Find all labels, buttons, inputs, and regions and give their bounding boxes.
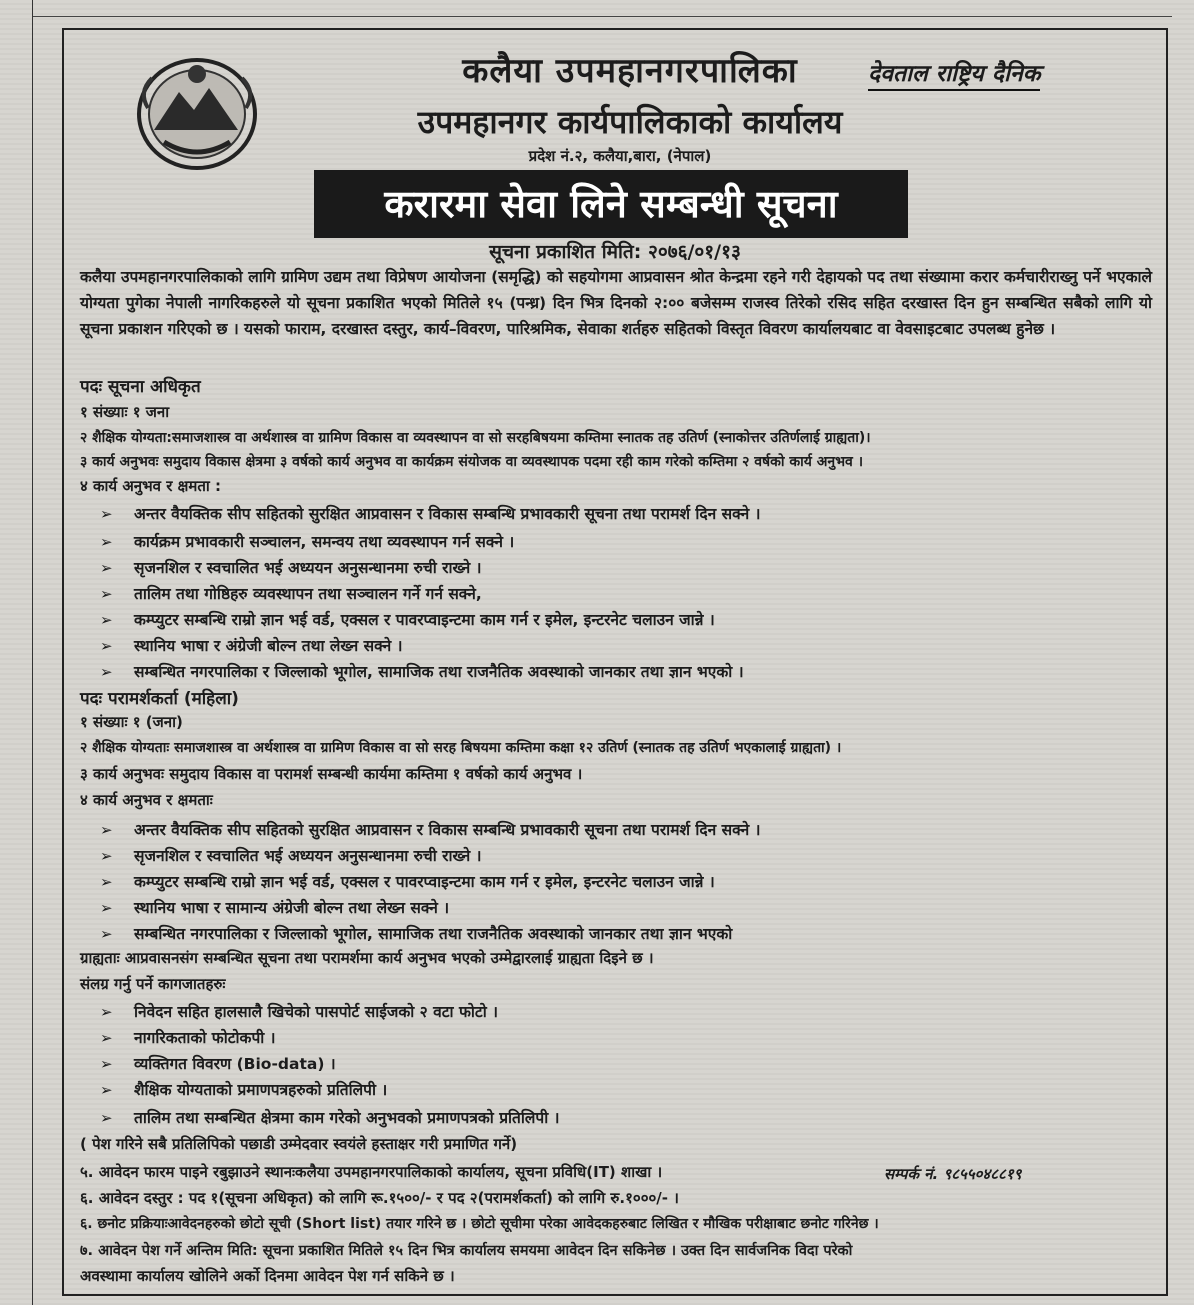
post2-experience: ३ कार्य अनुभवः समुदाय विकास वा परामर्श सम्बन्धी कार्यमा कम्तिमा १ वर्षको कार्य अनुभव । — [80, 765, 583, 783]
post2-skills-heading: ४ कार्य अनुभव र क्षमताः — [80, 791, 213, 809]
notice-banner: करारमा सेवा लिने सम्बन्धी सूचना — [314, 170, 908, 238]
post1-skill-item: ➢ सम्बन्धित नगरपालिका र जिल्लाको भूगोल, सामाजिक तथा राजनैतिक अवस्थाको जानकार तथा ज्ञान भएको । — [100, 663, 744, 681]
arrow-icon: ➢ — [100, 899, 113, 917]
post1-skills-heading: ४ कार्य अनुभव र क्षमता : — [80, 477, 221, 495]
office-address: प्रदेश नं.२, कलैया,बारा, (नेपाल) — [528, 147, 712, 165]
intro-paragraph: कलैया उपमहानगरपालिकाको लागि ग्रामिण उद्यम तथा विप्रेषण आयोजना (समृद्धि) को सहयोगमा आप्रवासन श्रोत केन्द्रमा रहने गरी देहायको पद तथा संख्यामा करार कर्मचारीराख्नु पर्ने भएकाले योग्यता पुगेका नेपाली नागरिकहरुले यो सूचना प्रकाशित भएको मितिले १५ (पन्ध्र) दिन भित्र दिनको २:०० बजेसम्म राजस्व तिरेको रसिद सहित दरखास्त दिन हुन सम्बन्धित सबैको लागि यो सूचना प्रकाशन गरिएको छ । यसको फाराम, दरखास्त दस्तुर, कार्य–विवरण, पारिश्रमिक, सेवाका शर्तहरु सहितको विस्तृत विवरण कार्यालयबाट वा वेवसाइटबाट उपलब्ध हुनेछ । — [80, 268, 1152, 338]
post1-qualification: २ शैक्षिक योग्यता:समाजशास्त्र वा अर्थशास्त्र वा ग्रामिण विकास वा व्यवस्थापन वा सो सरहबिषयमा कम्तिमा स्नातक तह उतिर्ण (स्नाकोत्तर उतिर्णलाई ग्राह्यता)। — [80, 430, 871, 446]
arrow-icon: ➢ — [100, 505, 113, 523]
arrow-icon: ➢ — [100, 637, 113, 655]
post2-count: १ संख्याः १ (जना) — [80, 713, 183, 731]
column-rule-left — [32, 0, 33, 1305]
municipality-title: कलैया उपमहानगरपालिका — [462, 51, 798, 91]
application-fee: ६. आवेदन दस्तुर : पद १(सूचना अधिकृत) को लागि रू.१५००/- र पद २(परामर्शकर्ता) को लागि रु.१०००/- । — [80, 1189, 679, 1207]
post1-skill-item: ➢ कम्प्युटर सम्बन्धि राम्रो ज्ञान भई वर्ड, एक्सल र पावरप्वाइन्टमा काम गर्न र इमेल, इन्टरनेट चलाउन जान्ने । — [100, 611, 715, 629]
post1-count: १ संख्याः १ जना — [80, 403, 170, 421]
post1-skill-item: ➢ कार्यक्रम प्रभावकारी सञ्चालन, समन्वय तथा व्यवस्थापन गर्न सक्ने । — [100, 533, 515, 551]
post2-skill-item: ➢ सम्बन्धित नगरपालिका र जिल्लाको भूगोल, सामाजिक तथा राजनैतिक अवस्थाको जानकार तथा ज्ञान भएको — [100, 925, 733, 943]
documents-heading: संलग्र गर्नु पर्ने कागजातहरुः — [80, 975, 226, 993]
arrow-icon: ➢ — [100, 1029, 113, 1047]
arrow-icon: ➢ — [100, 925, 113, 943]
arrow-icon: ➢ — [100, 1055, 113, 1073]
post2-preference: ग्राह्यताः आप्रवासनसंग सम्बन्धित सूचना तथा परामर्शमा कार्य अनुभव भएको उम्मेद्वारलाई ग्राह्यता दिइने छ । — [80, 949, 654, 967]
post1-skill-item: ➢ तालिम तथा गोष्ठिहरु व्यवस्थापन तथा सञ्चालन गर्ने गर्न सक्ने, — [100, 585, 482, 603]
column-rule-top — [32, 16, 1172, 17]
contact-number: सम्पर्क नं. ९८५५०४८८१९ — [884, 1165, 1022, 1183]
post1-skill-item: ➢ अन्तर वैयक्तिक सीप सहितको सुरक्षित आप्रवासन र विकास सम्बन्धि प्रभावकारी सूचना तथा परामर्श दिन सक्ने । — [100, 505, 761, 523]
post2-skill-item: ➢ सृजनशिल र स्वचालित भई अध्ययन अनुसन्धानमा रुची राख्ने । — [100, 847, 482, 865]
arrow-icon: ➢ — [100, 821, 113, 839]
arrow-icon: ➢ — [100, 559, 113, 577]
documents-note: ( पेश गरिने सबै प्रतिलिपिको पछाडी उम्मेदवार स्वयंले हस्ताक्षर गरी प्रमाणित गर्ने) — [80, 1135, 518, 1153]
arrow-icon: ➢ — [100, 585, 113, 603]
publication-date: सूचना प्रकाशित मिति: २०७६/०१/१३ — [489, 241, 741, 263]
post2-heading: पदः परामर्शकर्ता (महिला) — [80, 689, 239, 709]
arrow-icon: ➢ — [100, 611, 113, 629]
arrow-icon: ➢ — [100, 533, 113, 551]
arrow-icon: ➢ — [100, 1081, 113, 1099]
post2-skill-item: ➢ अन्तर वैयक्तिक सीप सहितको सुरक्षित आप्रवासन र विकास सम्बन्धि प्रभावकारी सूचना तथा परामर्श दिन सक्ने । — [100, 821, 761, 839]
document-item: ➢ शैक्षिक योग्यताको प्रमाणपत्रहरुको प्रतिलिपी । — [100, 1081, 388, 1099]
deadline-line2: अवस्थामा कार्यालय खोलिने अर्को दिनमा आवेदन पेश गर्न सकिने छ । — [80, 1267, 455, 1285]
document-item: ➢ नागरिकताको फोटोकपी । — [100, 1029, 276, 1047]
post2-qualification: २ शैक्षिक योग्यताः समाजशास्त्र वा अर्थशास्त्र वा ग्रामिण विकास वा सो सरह बिषयमा कम्तिमा कक्षा १२ उतिर्ण (स्नातक तह उतिर्ण भएकालाई ग्राह्यता) । — [80, 740, 842, 756]
arrow-icon: ➢ — [100, 1003, 113, 1021]
selection-process: ६. छनोट प्रक्रियाःआवेदनहरुको छोटो सूची (Short list) तयार गरिने छ । छोटो सूचीमा परेका आवेदकहरुबाट लिखित र मौखिक परीक्षाबाट छनोट गरिनेछ । — [80, 1216, 879, 1232]
deadline-line1: ७. आवेदन पेश गर्ने अन्तिम मिति: सूचना प्रकाशित मितिले १५ दिन भित्र कार्यालय समयमा आवेदन दिन सकिनेछ । उक्त दिन सार्वजनिक विदा परेको — [80, 1243, 853, 1259]
document-item: ➢ निवेदन सहित हालसालै खिचेको पासपोर्ट साईजको २ वटा फोटो । — [100, 1003, 499, 1021]
application-location: ५. आवेदन फारम पाइने रबुझाउने स्थानःकलैया उपमहानगरपालिकाको कार्यालय, सूचना प्रविधि(IT) शाखा । — [80, 1163, 663, 1181]
post2-skill-item: ➢ स्थानिय भाषा र सामान्य अंग्रेजी बोल्न तथा लेख्न सक्ने । — [100, 899, 450, 917]
post1-heading: पदः सूचना अधिकृत — [80, 377, 201, 397]
document-item: ➢ तालिम तथा सम्बन्धित क्षेत्रमा काम गरेको अनुभवको प्रमाणपत्रको प्रतिलिपी । — [100, 1109, 560, 1127]
arrow-icon: ➢ — [100, 873, 113, 891]
arrow-icon: ➢ — [100, 847, 113, 865]
office-title: उपमहानगर कार्यपालिकाको कार्यालय — [417, 103, 843, 141]
post1-skill-item: ➢ स्थानिय भाषा र अंग्रेजी बोल्न तथा लेख्न सक्ने । — [100, 637, 403, 655]
post1-skill-item: ➢ सृजनशिल र स्वचालित भई अध्ययन अनुसन्धानमा रुची राख्ने । — [100, 559, 482, 577]
newspaper-name: देवताल राष्ट्रिय दैनिक — [868, 56, 1040, 91]
nepal-emblem-icon — [134, 52, 260, 172]
arrow-icon: ➢ — [100, 663, 113, 681]
arrow-icon: ➢ — [100, 1109, 113, 1127]
post1-experience: ३ कार्य अनुभवः समुदाय विकास क्षेत्रमा ३ वर्षको कार्य अनुभव वा कार्यक्रम संयोजक वा व्यवस्थापक पदमा रही काम गरेको कम्तिमा २ वर्षको कार्य अनुभव । — [80, 454, 863, 470]
document-item: ➢ व्यक्तिगत विवरण (Bio-data) । — [100, 1055, 336, 1073]
post2-skill-item: ➢ कम्प्युटर सम्बन्धि राम्रो ज्ञान भई वर्ड, एक्सल र पावरप्वाइन्टमा काम गर्न र इमेल, इन्टरनेट चलाउन जान्ने । — [100, 873, 715, 891]
